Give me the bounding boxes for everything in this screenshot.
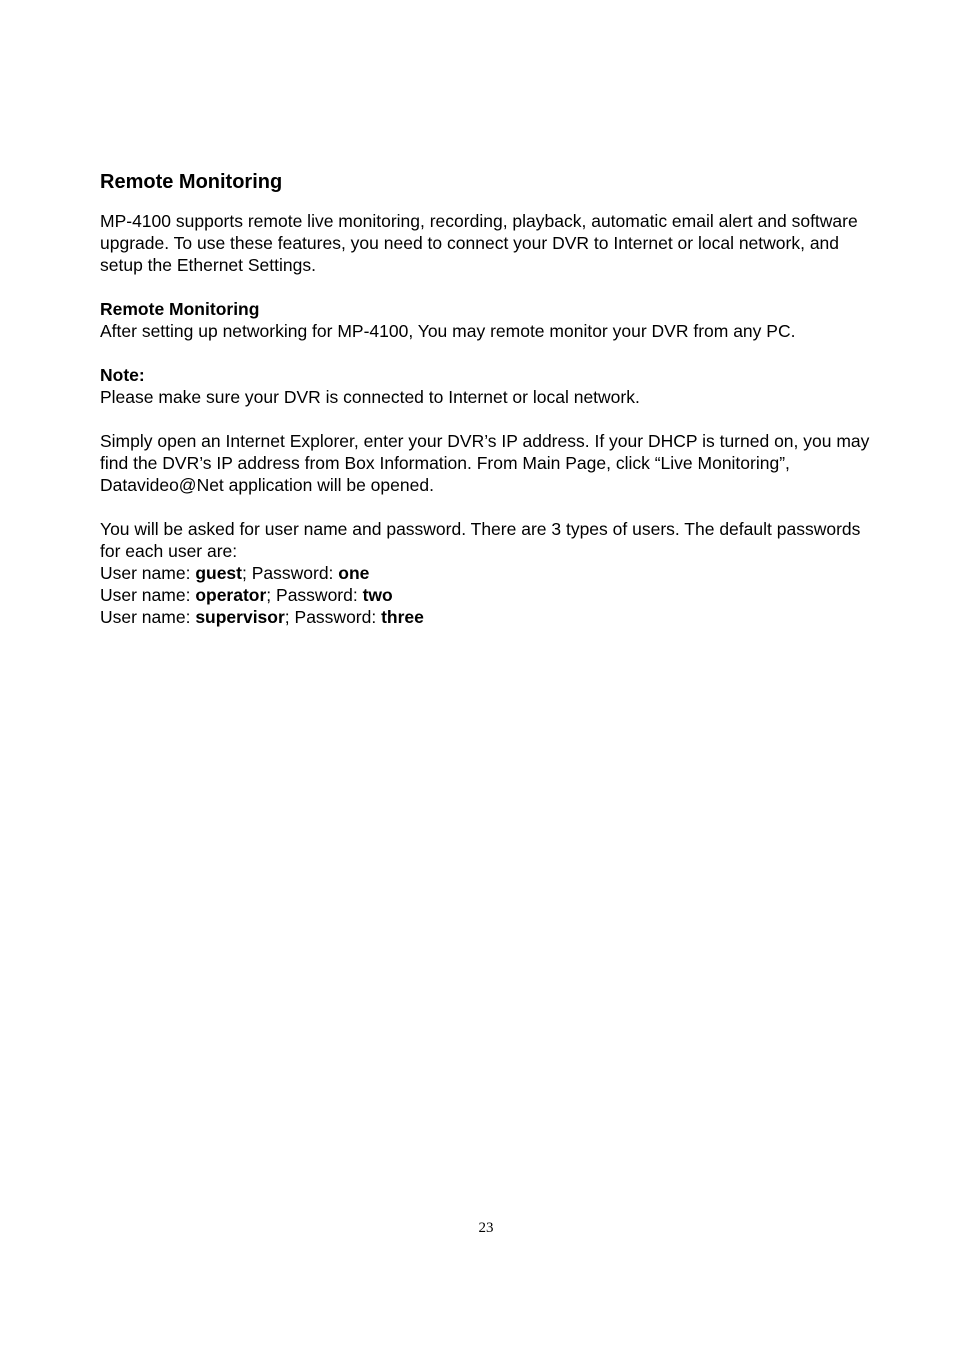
subheading-paragraph: After setting up networking for MP-4100, You may remote monitor your DVR from any PC. bbox=[100, 321, 796, 341]
user-label: User name: bbox=[100, 585, 196, 605]
password-label: ; Password: bbox=[242, 563, 339, 583]
credential-line bbox=[100, 584, 880, 606]
instructions-paragraph: Simply open an Internet Explorer, enter your DVR’s IP address. If your DHCP is turned on, you may find the DVR’s IP address from Box Information. From Main Page, click “Live Monitoring”, Datavideo@Net application will be opened. bbox=[100, 431, 870, 495]
password-label: ; Password: bbox=[284, 607, 382, 627]
password-value: three bbox=[381, 607, 424, 627]
credentials-list bbox=[100, 562, 880, 628]
credential-line bbox=[100, 562, 880, 584]
user-label: User name: bbox=[100, 563, 196, 583]
username-value: operator bbox=[195, 585, 267, 605]
page-content bbox=[100, 168, 880, 628]
intro-paragraph: MP-4100 supports remote live monitoring, recording, playback, automatic email alert and software upgrade. To use these features, you need to connect your DVR to Internet or local network, and setup the Ethernet Settings. bbox=[100, 211, 858, 275]
note-label: Note: bbox=[100, 365, 145, 385]
note-paragraph: Please make sure your DVR is connected to Internet or local network. bbox=[100, 387, 640, 407]
users-intro-paragraph: You will be asked for user name and password. There are 3 types of users. The default passwords for each user are: bbox=[100, 519, 861, 561]
password-value: one bbox=[338, 563, 370, 583]
username-value: guest bbox=[195, 563, 242, 583]
username-value: supervisor bbox=[195, 607, 285, 627]
credential-line bbox=[100, 606, 880, 628]
password-value: two bbox=[362, 585, 393, 605]
password-label: ; Password: bbox=[266, 585, 363, 605]
page-title: Remote Monitoring bbox=[100, 171, 283, 193]
subheading: Remote Monitoring bbox=[100, 299, 260, 319]
page-number: 23 bbox=[478, 1220, 494, 1236]
user-label: User name: bbox=[100, 607, 196, 627]
